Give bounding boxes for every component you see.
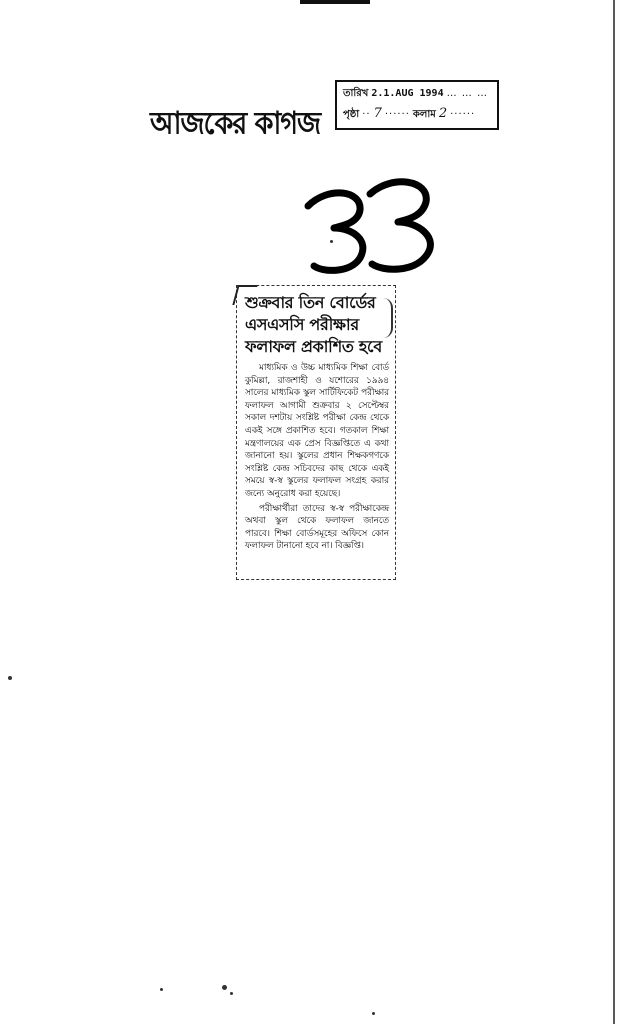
stamp-date-value: 2.1.AUG 1994 [371,88,444,99]
scan-speck [372,1012,375,1015]
stamp-date-row [343,84,491,104]
headline-line-3: ফলাফল প্রকাশিত হবে [245,337,382,356]
scan-speck [160,988,163,991]
headline-line-2: এসএসসি পরীক্ষার [245,315,359,334]
archive-stamp [335,80,499,130]
scan-speck [330,240,333,243]
newspaper-masthead: আজকের কাগজ [150,105,321,142]
stamp-column-value: 2 [438,106,448,121]
stamp-page-row: পৃষ্ঠা ·· 7 ······ কলাম 2 ······ [343,104,491,125]
article-headline [245,292,389,358]
stamp-date-label: তারিখ [343,88,369,99]
clipping-bracket-mark [383,298,393,338]
news-clipping [236,285,396,580]
handwritten-page-number [300,168,450,280]
headline-line-1: শুক্রবার তিন বোর্ডের [245,293,376,312]
top-edge-mark [300,0,370,4]
scan-speck [230,992,233,995]
article-paragraph-2: পরীক্ষার্থীরা তাদের স্ব-স্ব পরীক্ষাকেন্দ্র অথবা স্কুল থেকে ফলাফল জানতে পারবে। শিক্ষা বোর্ডসমূহের অফিসে কোন ফলাফল টানানো হবে না। বিজ্ঞপ্তি। [245,503,389,552]
scan-speck [222,985,227,990]
stamp-page-label: পৃষ্ঠা [343,109,360,120]
page-edge-line [613,0,615,1024]
scan-speck [8,676,12,680]
stamp-dots: … … … [446,88,488,99]
handwritten-33-drawing [300,168,450,280]
stamp-column-label: কলাম [412,109,436,120]
stamp-page-value: 7 [373,106,382,121]
article-paragraph-1: মাধ্যমিক ও উচ্চ মাধ্যমিক শিক্ষা বোর্ড কুমিল্লা, রাজশাহী ও যশোরের ১৯৯৪ সালের মাধ্যমিক স্কুল সার্টিফিকেট পরীক্ষার ফলাফল আগামী শুক্রবার ২ সেপ্টেম্বর সকাল দশটায় সংশ্লিষ্ট পরীক্ষা কেন্দ্র থেকে একই সঙ্গে প্রকাশিত হবে। গতকাল শিক্ষা মন্ত্রণালয়ের এক প্রেস বিজ্ঞপ্তিতে এ কথা জানানো হয়। স্কুলের প্রধান শিক্ষকগণকে সংশ্লিষ্ট কেন্দ্র সচিবদের কাছ থেকে একই সময়ে স্ব-স্ব স্কুলের ফলাফল সংগ্রহ করার জন্যে অনুরোধ করা হয়েছে। [245,363,389,499]
